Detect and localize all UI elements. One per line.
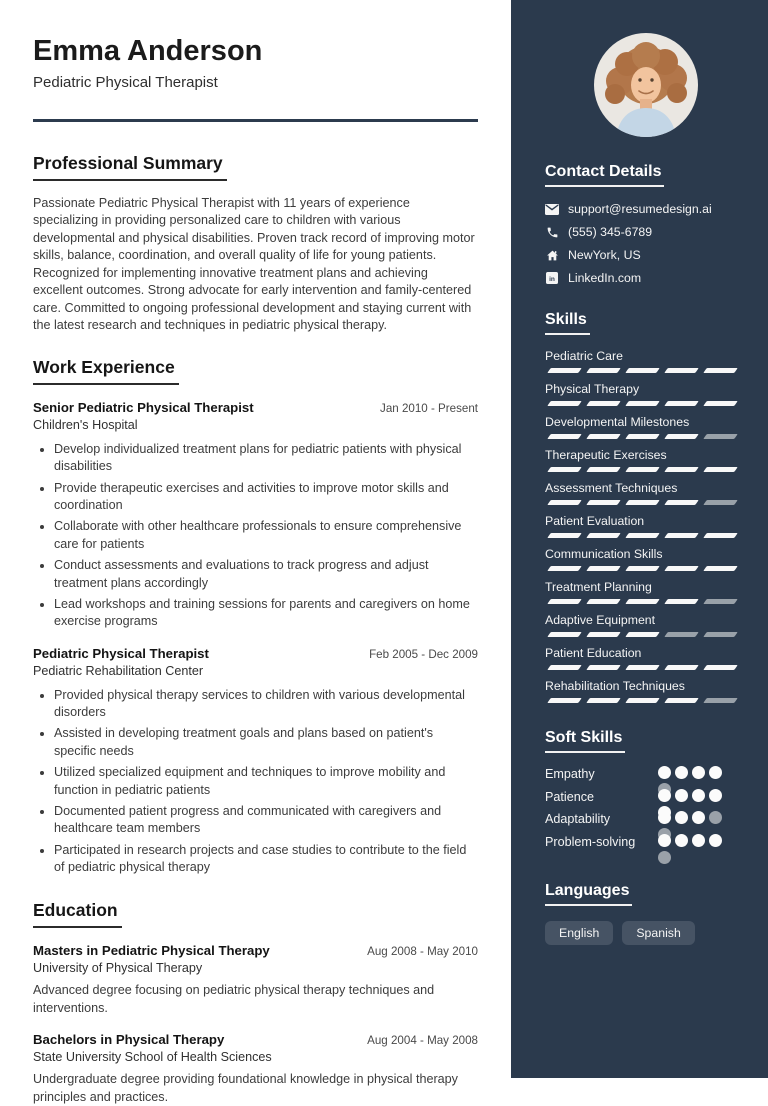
skill-bar-segment: [625, 632, 660, 637]
skills-heading: Skills: [545, 311, 590, 335]
person-job-title: Pediatric Physical Therapist: [33, 73, 218, 91]
skill-level-bar: [545, 467, 746, 472]
skill-bar-segment: [547, 368, 582, 373]
languages-heading: Languages: [545, 882, 632, 906]
summary-heading: Professional Summary: [33, 153, 227, 181]
contact-list: [545, 202, 746, 285]
skill-bar-segment: [625, 698, 660, 703]
skill-bar-segment: [703, 698, 738, 703]
job-entry: [33, 646, 478, 877]
skill-bar-segment: [625, 401, 660, 406]
contact-item: [545, 225, 746, 239]
bullet-item: • Conduct assessments and evaluations to track progress and adjust treatment plans accordingly: [54, 557, 478, 592]
skill-bar-segment: [586, 698, 621, 703]
section-skills: [545, 311, 746, 703]
job-company: Children's Hospital: [33, 417, 138, 432]
skill-bar-segment: [703, 368, 738, 373]
skill-bar-segment: [703, 665, 738, 670]
job-bullet-list: [33, 687, 478, 877]
soft-skill-name: Patience: [545, 789, 595, 804]
skill-level-bar: [545, 566, 746, 571]
job-header: [33, 646, 478, 661]
skill-row: [545, 448, 746, 472]
job-dates: Feb 2005 - Dec 2009: [369, 647, 478, 661]
skill-name: Pediatric Care: [545, 349, 623, 363]
rating-dot: [658, 789, 671, 802]
section-contact-details: [545, 163, 746, 285]
contact-heading: Contact Details: [545, 163, 664, 187]
contact-text: (555) 345-6789: [568, 225, 653, 239]
soft-skill-row: [545, 834, 746, 857]
skills-list: [545, 349, 746, 703]
education-entry: [33, 1032, 478, 1106]
sidebar: [511, 0, 768, 1078]
bullet-item: • Participated in research projects and case studies to contribute to the field of pediatric physical therapy: [54, 842, 478, 877]
avatar-illustration: [594, 33, 698, 137]
contact-item: [545, 271, 746, 285]
contact-text: LinkedIn.com: [568, 271, 642, 285]
soft-skill-dots: [658, 834, 724, 864]
soft-skill-row: [545, 789, 746, 812]
skill-bar-segment: [586, 665, 621, 670]
degree-title: Masters in Pediatric Physical Therapy: [33, 943, 270, 959]
soft-skill-name: Empathy: [545, 767, 595, 781]
skill-bar-segment: [664, 599, 699, 604]
skill-name: Patient Education: [545, 646, 642, 660]
skill-bar-segment: [664, 632, 699, 637]
skill-bar-segment: [703, 401, 738, 406]
contact-icon-slot: [545, 202, 559, 216]
skill-row: [545, 679, 746, 703]
skill-row: [545, 415, 746, 439]
skill-name: Communication Skills: [545, 547, 663, 561]
rating-dot: [675, 811, 688, 824]
skill-name: Therapeutic Exercises: [545, 448, 667, 462]
education-entry: [33, 943, 478, 1017]
summary-text: Passionate Pediatric Physical Therapist with 11 years of experience specializing in providing personalized care to children with various developmental and physical disabilities. Proven track record of improving motor skills, balance, coordination, and overall quality of life for young patients. Recognized for implementing innovative treatment plans and achieving excellent outcomes. Strong advocate for early intervention and family-centered care. Committed to ongoing professional development and staying current with the latest research and techniques in pediatric physical therapy.: [33, 195, 475, 333]
job-title: Pediatric Physical Therapist: [33, 645, 209, 661]
skill-row: [545, 514, 746, 538]
skill-name: Treatment Planning: [545, 580, 652, 594]
rating-dot: [658, 766, 671, 779]
skill-bar-segment: [703, 632, 738, 637]
skill-level-bar: [545, 434, 746, 439]
skill-bar-segment: [664, 533, 699, 538]
language-chip: Spanish: [622, 921, 694, 945]
skill-bar-segment: [586, 566, 621, 571]
skill-row: [545, 481, 746, 505]
education-header: [33, 943, 478, 958]
section-professional-summary: [33, 122, 478, 335]
soft-skill-name: Adaptability: [545, 812, 611, 826]
rating-dot: [692, 834, 705, 847]
skill-bar-segment: [586, 500, 621, 505]
skill-bar-segment: [586, 533, 621, 538]
skill-row: [545, 349, 746, 373]
rating-dot: [709, 811, 722, 824]
education-heading: Education: [33, 900, 122, 928]
skill-row: [545, 382, 746, 406]
skill-bar-segment: [547, 401, 582, 406]
soft-skill-name: Problem-solving: [545, 834, 636, 849]
section-languages: [545, 882, 746, 945]
skill-name: Developmental Milestones: [545, 415, 690, 429]
soft-skills-heading: Soft Skills: [545, 729, 625, 753]
skill-bar-segment: [547, 566, 582, 571]
skill-bar-segment: [703, 500, 738, 505]
skill-bar-segment: [664, 368, 699, 373]
skill-bar-segment: [703, 467, 738, 472]
skill-level-bar: [545, 368, 746, 373]
skill-name: Adaptive Equipment: [545, 613, 656, 627]
skill-bar-segment: [664, 401, 699, 406]
job-dates: Jan 2010 - Present: [380, 401, 478, 415]
job-bullet-list: [33, 441, 478, 631]
skill-bar-segment: [625, 368, 660, 373]
skill-level-bar: [545, 698, 746, 703]
skill-bar-segment: [625, 599, 660, 604]
rating-dot: [692, 789, 705, 802]
svg-text:in: in: [549, 275, 555, 283]
skill-bar-segment: [703, 434, 738, 439]
job-list: [33, 400, 478, 877]
school-name: State University School of Health Sciences: [33, 1050, 272, 1065]
skill-bar-segment: [664, 665, 699, 670]
soft-skill-row: [545, 766, 746, 789]
contact-text: NewYork, US: [568, 248, 641, 262]
rating-dot: [692, 766, 705, 779]
skill-bar-segment: [547, 698, 582, 703]
skill-bar-segment: [703, 599, 738, 604]
email-icon: [545, 204, 559, 215]
skill-row: [545, 580, 746, 604]
bullet-item: • Provide therapeutic exercises and activities to improve motor skills and coordination: [54, 480, 478, 515]
skill-bar-segment: [664, 467, 699, 472]
experience-heading: Work Experience: [33, 357, 179, 385]
skill-bar-segment: [625, 665, 660, 670]
skill-name: Rehabilitation Techniques: [545, 679, 685, 693]
bullet-item: • Assisted in developing treatment goals and plans based on patient's specific needs: [54, 725, 478, 760]
contact-text: support@resumedesign.ai: [568, 202, 712, 216]
person-name: Emma Anderson: [33, 35, 263, 67]
bullet-item: • Collaborate with other healthcare professionals to ensure comprehensive care for patients: [54, 518, 478, 553]
rating-dot: [692, 811, 705, 824]
skill-bar-segment: [625, 533, 660, 538]
profile-photo: [594, 33, 698, 137]
education-dates: Aug 2008 - May 2010: [367, 945, 478, 959]
language-chip-list: [545, 921, 746, 945]
rating-dot: [658, 851, 671, 864]
skill-bar-segment: [664, 698, 699, 703]
skill-level-bar: [545, 401, 746, 406]
skill-bar-segment: [547, 434, 582, 439]
skill-bar-segment: [547, 467, 582, 472]
language-chip: English: [545, 921, 613, 945]
degree-title: Bachelors in Physical Therapy: [33, 1032, 225, 1048]
contact-icon-slot: [545, 225, 559, 239]
skill-bar-segment: [625, 434, 660, 439]
skill-bar-segment: [586, 632, 621, 637]
contact-item: [545, 248, 746, 262]
rating-dot: [658, 811, 671, 824]
home-icon: [546, 249, 559, 262]
skill-bar-segment: [703, 566, 738, 571]
rating-dot: [709, 789, 722, 802]
bullet-item: • Develop individualized treatment plans for pediatric patients with physical disabilities: [54, 441, 478, 476]
skill-bar-segment: [547, 500, 582, 505]
job-header: [33, 400, 478, 415]
section-education: [33, 880, 478, 1106]
education-header: [33, 1032, 478, 1047]
skill-bar-segment: [586, 467, 621, 472]
skill-bar-segment: [586, 368, 621, 373]
job-company: Pediatric Rehabilitation Center: [33, 663, 204, 678]
skill-bar-segment: [664, 434, 699, 439]
skill-bar-segment: [625, 500, 660, 505]
skill-bar-segment: [547, 599, 582, 604]
soft-skills-list: [545, 766, 746, 856]
skill-bar-segment: [547, 533, 582, 538]
education-list: [33, 943, 478, 1106]
job-entry: [33, 400, 478, 631]
skill-name: Physical Therapy: [545, 382, 640, 396]
skill-bar-segment: [586, 434, 621, 439]
skill-bar-segment: [547, 665, 582, 670]
education-description: Advanced degree focusing on pediatric physical therapy techniques and interventions.: [33, 983, 435, 1015]
rating-dot: [709, 766, 722, 779]
skill-name: Assessment Techniques: [545, 481, 678, 495]
education-dates: Aug 2004 - May 2008: [367, 1034, 478, 1048]
rating-dot: [675, 834, 688, 847]
skill-level-bar: [545, 599, 746, 604]
skill-bar-segment: [586, 599, 621, 604]
skill-row: [545, 646, 746, 670]
skill-bar-segment: [625, 467, 660, 472]
soft-skill-row: [545, 811, 746, 834]
rating-dot: [675, 766, 688, 779]
rating-dot: [658, 834, 671, 847]
education-description: Undergraduate degree providing foundational knowledge in physical therapy principles and practices.: [33, 1072, 458, 1104]
rating-dot: [675, 789, 688, 802]
linkedin-icon: [546, 272, 558, 284]
bullet-item: • Lead workshops and training sessions for parents and caregivers on home exercise programs: [54, 596, 478, 631]
contact-icon-slot: [545, 248, 559, 262]
skill-bar-segment: [547, 632, 582, 637]
bullet-item: • Provided physical therapy services to children with various developmental disorders: [54, 687, 478, 722]
skill-name: Patient Evaluation: [545, 514, 645, 528]
section-soft-skills: [545, 729, 746, 856]
rating-dot: [709, 834, 722, 847]
skill-level-bar: [545, 533, 746, 538]
skill-bar-segment: [664, 566, 699, 571]
contact-icon-slot: [545, 271, 559, 285]
school-name: University of Physical Therapy: [33, 961, 203, 976]
skill-level-bar: [545, 632, 746, 637]
skill-bar-segment: [625, 566, 660, 571]
skill-bar-segment: [586, 401, 621, 406]
skill-bar-segment: [664, 500, 699, 505]
phone-icon: [546, 226, 559, 239]
section-work-experience: [33, 335, 478, 877]
skill-level-bar: [545, 500, 746, 505]
skill-row: [545, 613, 746, 637]
bullet-item: • Documented patient progress and communicated with caregivers and healthcare team members: [54, 803, 478, 838]
bullet-item: • Utilized specialized equipment and techniques to improve mobility and function in pediatric patients: [54, 764, 478, 799]
skill-level-bar: [545, 665, 746, 670]
job-title: Senior Pediatric Physical Therapist: [33, 399, 254, 415]
skill-row: [545, 547, 746, 571]
contact-item: [545, 202, 746, 216]
skill-bar-segment: [703, 533, 738, 538]
